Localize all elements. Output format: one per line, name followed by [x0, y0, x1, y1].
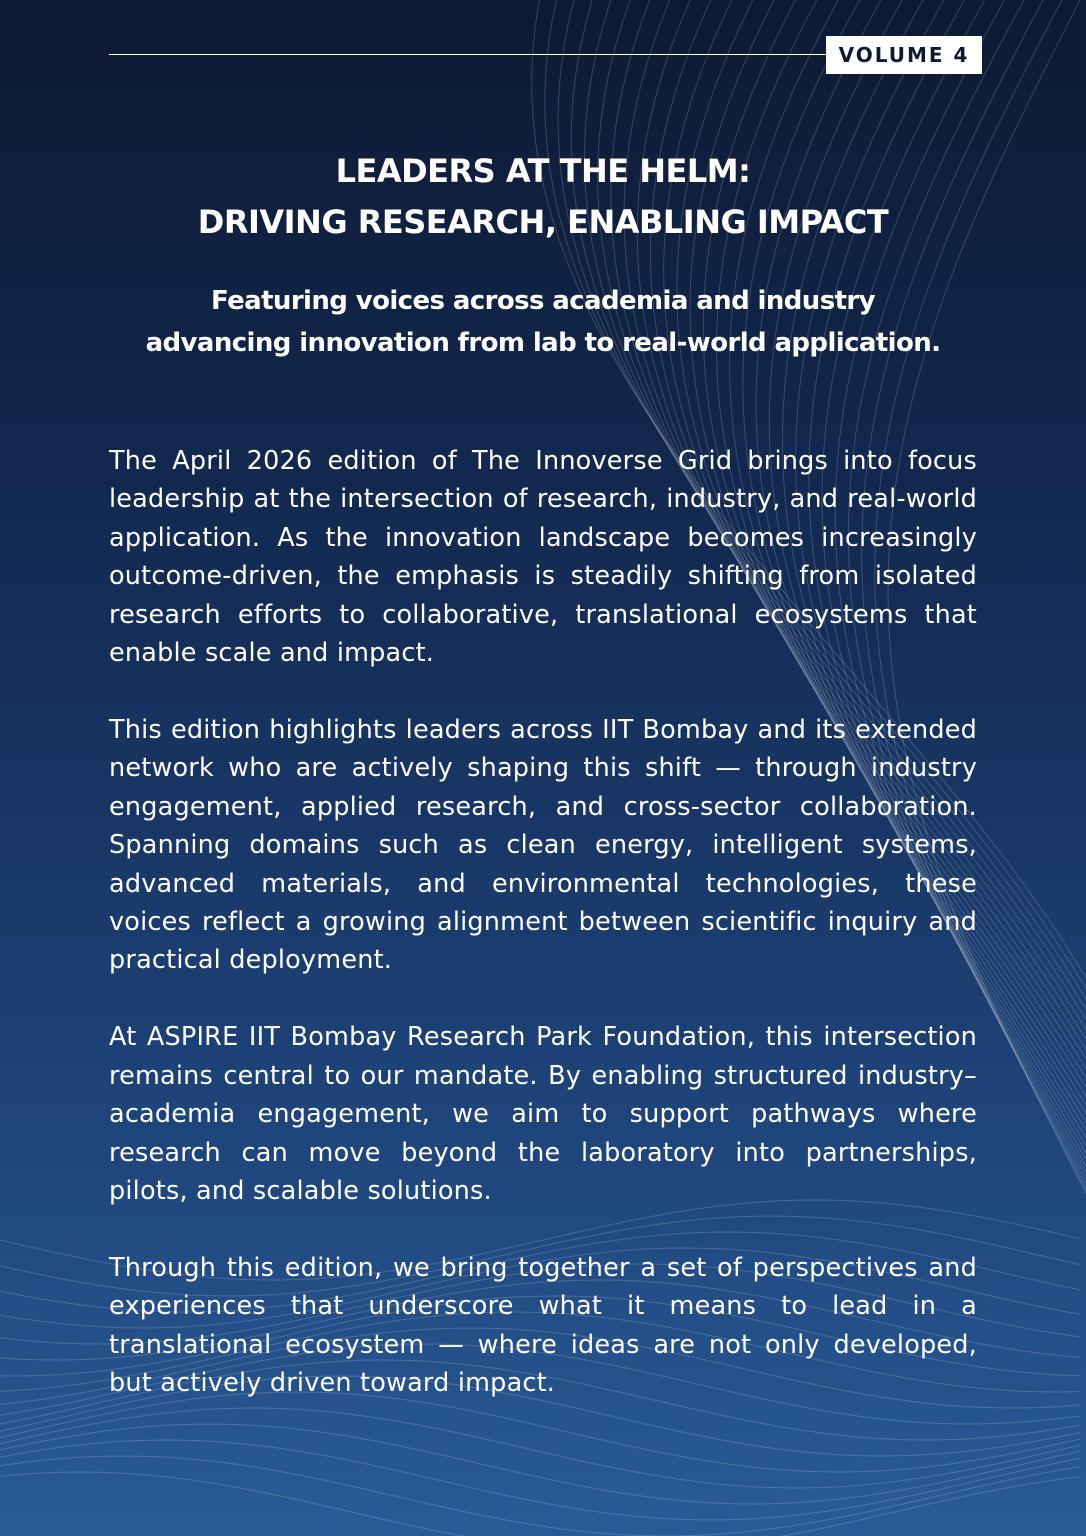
title-line-2: DRIVING RESEARCH, ENABLING IMPACT — [197, 203, 889, 241]
paragraph-4: Through this edition, we bring together a set of perspectives and experiences that underscore what it means to lead in a translational ecosystem — where ideas are not only developed, but actively driven toward impact. — [109, 1252, 977, 1399]
article-body — [109, 442, 977, 1441]
title-line-1: LEADERS AT THE HELM: — [335, 152, 751, 190]
mesh-line — [0, 1472, 1080, 1536]
page-title — [60, 146, 1026, 248]
page-subtitle — [40, 280, 1046, 364]
paragraph-2: This edition highlights leaders across IIT Bombay and its extended network who are actively shaping this shift — through industry engagement, applied research, and cross-sector collaboration. Spanning domains such as clean energy, intelligent systems, advanced materials, and environmental technologies, these voices reflect a growing alignment between scientific inquiry and practical deployment. — [109, 714, 977, 976]
paragraph-3: At ASPIRE IIT Bombay Research Park Foundation, this intersection remains central to our mandate. By enabling structured industry–academia engagement, we aim to support pathways where research can move beyond the laboratory into partnerships, pilots, and scalable solutions. — [109, 1022, 977, 1206]
header-rule — [109, 54, 827, 55]
subtitle-line-2: advancing innovation from lab to real-world application. — [145, 328, 941, 358]
volume-badge: VOLUME 4 — [826, 36, 982, 74]
subtitle-line-1: Featuring voices across academia and industry — [211, 286, 875, 316]
paragraph-1: The April 2026 edition of The Innoverse Grid brings into focus leadership at the intersection of research, industry, and real-world application. As the innovation landscape becomes increasingly outcome-driven, the emphasis is steadily shifting from isolated research efforts to collaborative, translational ecosystems that enable scale and impact. — [109, 446, 977, 669]
